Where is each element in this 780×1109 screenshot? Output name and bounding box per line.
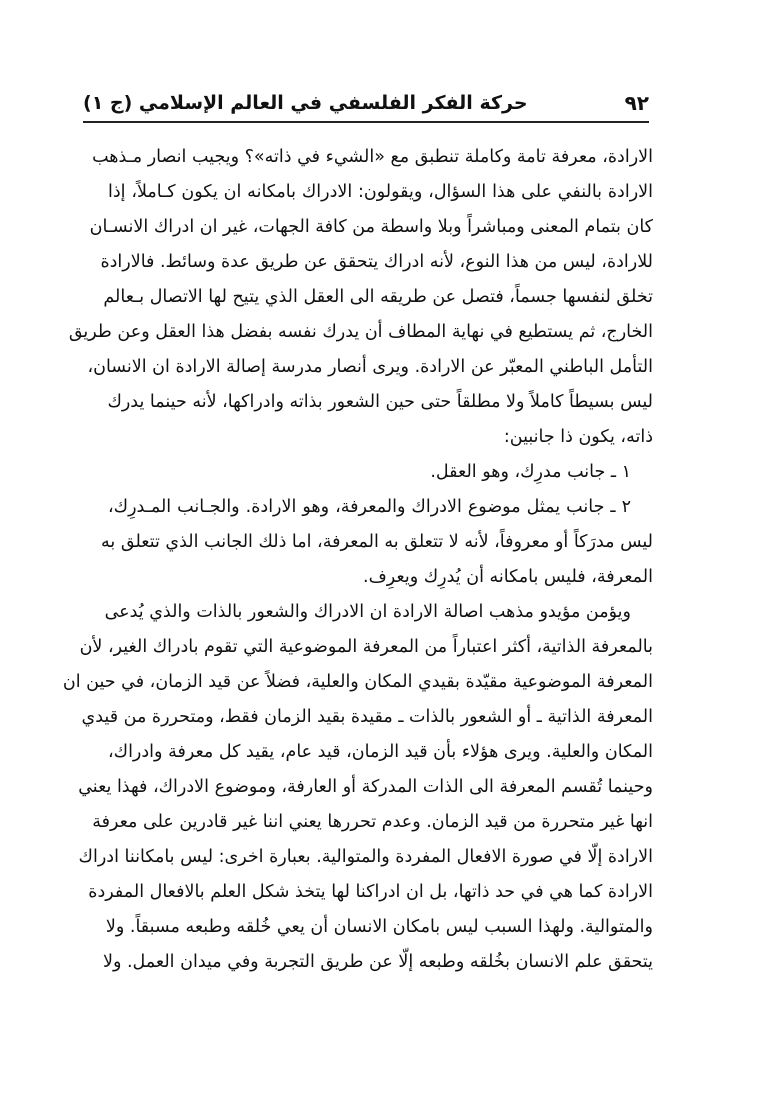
text-line: تخلق لنفسها جسماً، فتصل عن طريقه الى العقل الذي يتيح لها الاتصال بـعالم — [103, 287, 653, 307]
text-line: الخارج، ثم يستطيع في نهاية المطاف أن يدرك نفسه بفضل هذا العقل وعن طريق — [68, 322, 653, 342]
text-line: الارادة كما هي في حد ذاتها، بل ان ادراكنا لها يتخذ شكل العلم بالافعال المفردة — [88, 882, 653, 902]
text-line: التأمل الباطني المعبّر عن الارادة. ويرى أنصار مدرسة إصالة الارادة ان الانسان، — [87, 357, 653, 377]
body-text — [62, 140, 653, 980]
text-line: ١ ـ جانب مدرِك، وهو العقل. — [430, 462, 631, 482]
text-line: وحينما تُقسم المعرفة الى الذات المدركة أو العارفة، وموضوع الادراك، فهذا يعني — [78, 777, 653, 797]
page-number: ٩٢ — [624, 91, 649, 115]
text-line: المعرفة الموضوعية مقيّدة بقيدي المكان والعلية، فضلاً عن قيد الزمان، في حين ان — [62, 672, 653, 692]
text-line: المعرفة الذاتية ـ أو الشعور بالذات ـ مقيدة بقيد الزمان فقط، ومتحررة من قيدي — [81, 707, 653, 727]
text-line: بالمعرفة الذاتية، أكثر اعتباراً من المعرفة الموضوعية التي تقوم بادراك الغير، لأن — [79, 637, 653, 657]
text-line: الارادة إلّا في صورة الافعال المفردة والمتوالية. بعبارة اخرى: ليس بامكاننا ادراك — [78, 847, 653, 867]
text-line: المكان والعلية. ويرى هؤلاء بأن قيد الزمان، قيد عام، يقيد كل معرفة وادراك، — [108, 742, 653, 762]
text-line: الارادة بالنفي على هذا السؤال، ويقولون: الادراك بامكانه ان يكون كـاملاً، إذا — [108, 182, 653, 202]
text-line: الارادة، معرفة تامة وكاملة تنطبق مع «الشيء في ذاته»؟ ويجيب انصار مـذهب — [92, 147, 653, 167]
text-line: ليس مدرَكاً أو معروفاً، لأنه لا تتعلق به المعرفة، اما ذلك الجانب الذي تتعلق به — [101, 532, 653, 552]
book-title: حركة الفكر الفلسفي في العالم الإسلامي (ج ١) — [83, 92, 528, 114]
running-head — [83, 90, 649, 118]
text-line: انها غير متحررة من قيد الزمان. وعدم تحررها يعني اننا غير قادرين على معرفة — [92, 812, 653, 832]
text-line: يتحقق علم الانسان بخُلقه وطبعه إلّا عن طريق التجربة وفي ميدان العمل. ولا — [102, 952, 653, 972]
text-line: المعرفة، فليس بامكانه أن يُدرِك ويعرِف. — [363, 567, 653, 587]
text-line: ليس بسيطاً كاملاً ولا مطلقاً حتى حين الشعور بذاته وادراكها، لأنه حينما يدرك — [107, 392, 653, 412]
text-line: ويؤمن مؤيدو مذهب اصالة الارادة ان الادراك والشعور بالذات والذي يُدعى — [104, 602, 631, 622]
text-line: ذاته، يكون ذا جانبين: — [503, 427, 653, 447]
text-line: للارادة، ليس من هذا النوع، لأنه ادراك يتحقق عن طريق عدة وسائط. فالارادة — [100, 252, 653, 272]
text-line: ٢ ـ جانب يمثل موضوع الادراك والمعرفة، وهو الارادة. والجـانب المـدرِك، — [108, 497, 631, 517]
text-line: والمتوالية. ولهذا السبب ليس بامكان الانسان أن يعي خُلقه وطبعه مسبقاً. ولا — [105, 917, 653, 937]
text-line: كان بتمام المعنى ومباشراً وبلا واسطة من كافة الجهات، غير ان ادراك الانسـان — [89, 217, 653, 237]
header-rule — [83, 121, 649, 123]
